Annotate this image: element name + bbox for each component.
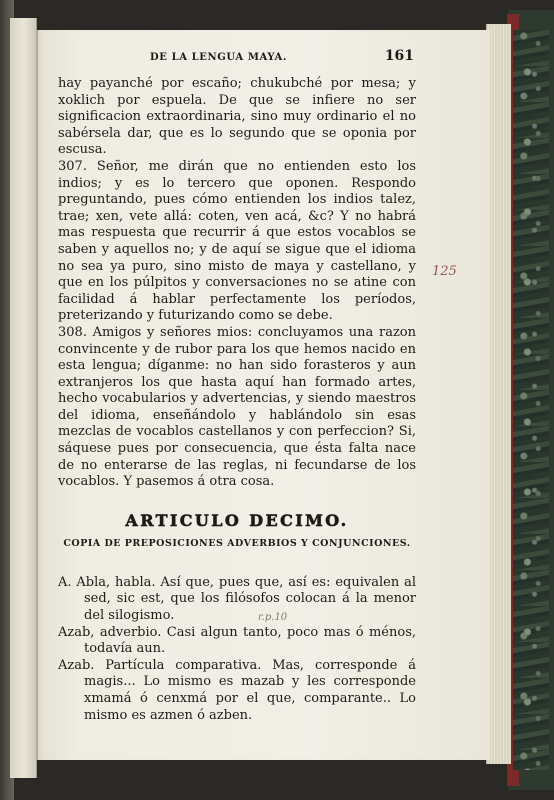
entry-azab-comparative: Azab. Partícula comparativa. Mas, corresponde á magis... Lo mismo es mazab y les corresponde xmamá ó cenxmá por el que, comparante.. Lo mismo es azmen ó azben. [58, 657, 416, 723]
running-head [58, 48, 416, 66]
pencil-annotation: r.p.10 [258, 612, 288, 623]
handwritten-margin-note: 125 [432, 264, 457, 279]
page-number: 161 [384, 48, 414, 64]
entry-a: A. Abla, habla. Así que, pues que, así es: equivalen al sed, sic est, que los filósofos colocan á la menor del silogismo. [58, 574, 416, 624]
entry-azab-adverb: Azab, adverbio. Casi algun tanto, poco mas ó ménos, todavía aun. [58, 624, 416, 657]
gutter-shadow [36, 30, 38, 760]
paragraph-continued: hay payanché por escaño; chukubché por mesa; y xoklich por espuela. De que se infiere no ser significacion extraordinaria, sino muy ordinario el no sabérsela dar, que es lo segundo que se oponia por escusa. [58, 76, 416, 158]
section-subheading: COPIA DE PREPOSICIONES ADVERBIOS Y CONJUNCIONES. [63, 537, 411, 549]
running-title: DE LA LENGUA MAYA. [150, 52, 287, 63]
section-heading: ARTICULO DECIMO. [125, 510, 349, 530]
paragraph-307: 307. Señor, me dirán que no entienden esto los indios; y es lo tercero que oponen. Respondo preguntando, pues cómo entienden los indios talez, trae; xen, vete allá: coten, ven acá, &c? Y no habrá mas respuesta que recurrir á que estos vocablos se saben y aquellos no; y de aquí se sigue que el idioma no sea ya puro, sino misto de maya y castellano, y que en los púlpitos y conversaciones no se atine con facilidad á hablar perfectamente los períodos, preterizando y futurizando como se debe. [58, 158, 416, 324]
page-content [58, 48, 416, 724]
left-page-edge [10, 18, 37, 778]
paragraph-308: 308. Amigos y señores mios: concluyamos una razon convincente y de rubor para los que hemos nacido en esta lengua; díganme: no han sido forasteros y aun extranjeros los que hasta aquí han formado artes, hecho vocabularios y advertencias, y siendo maestros del idioma, enseñándolo y hablándolo sin esas mezclas de vocablos castellanos y con perfeccion? Si, sáquese pues por consecuencia, que ésta falta nace de no enterarse de las reglas, ni fecundarse de los vocablos. Y pasemos á otra cosa. [58, 324, 416, 490]
marbled-endpaper [513, 30, 549, 770]
